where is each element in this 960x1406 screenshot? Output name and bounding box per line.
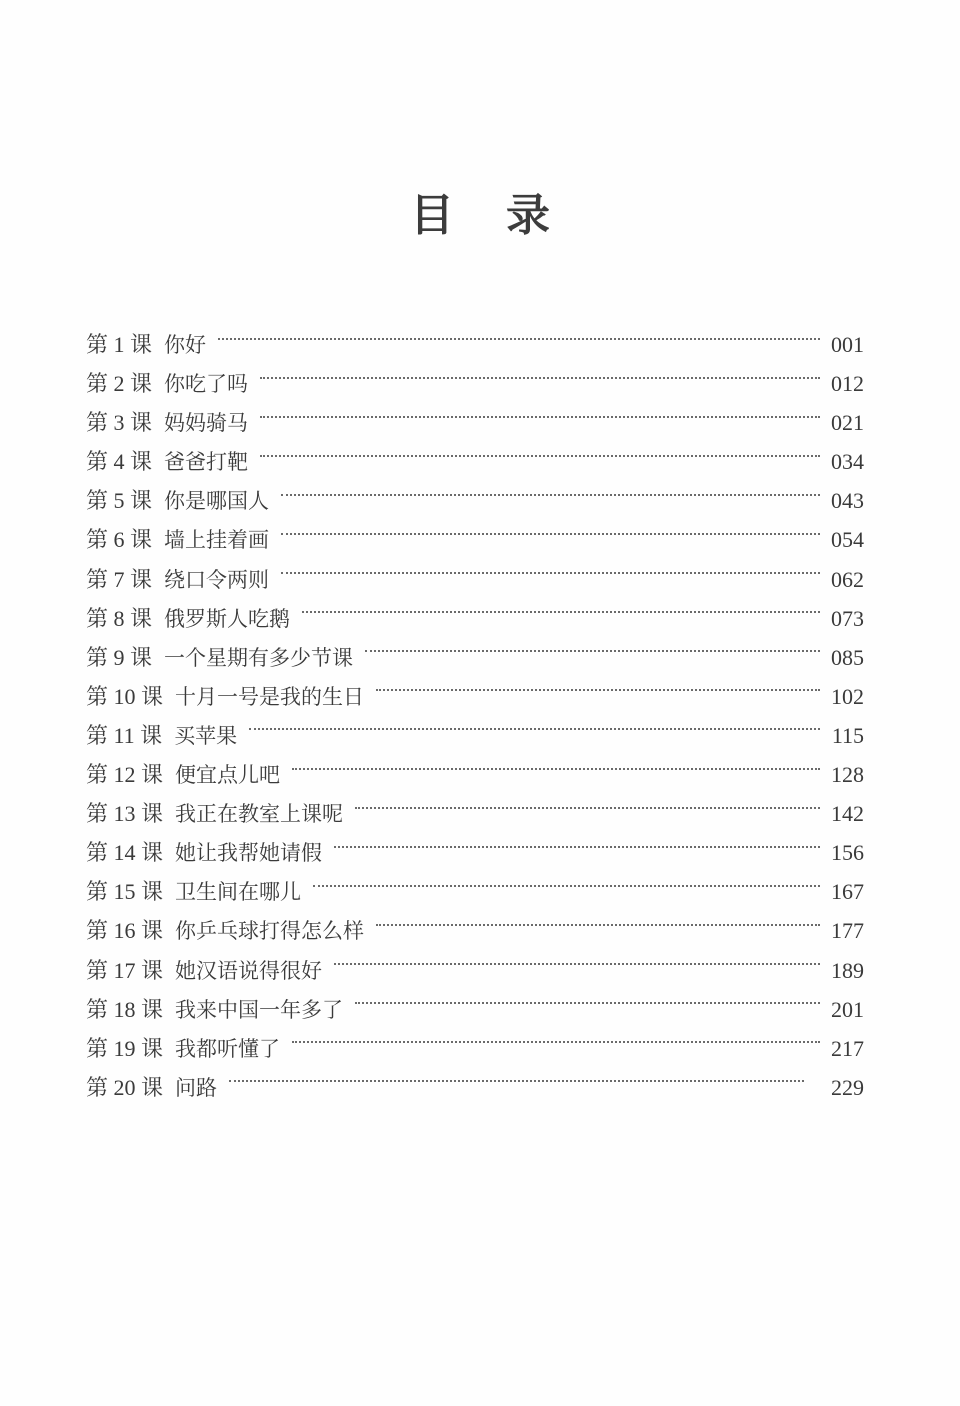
toc-entry[interactable]: [86, 833, 864, 872]
lesson-title: 买苹果: [174, 723, 238, 748]
lesson-title: 我都听懂了: [175, 1036, 281, 1061]
dot-leader: [229, 1080, 804, 1082]
lesson-number: 第 11 课: [86, 722, 163, 748]
dot-leader: [334, 846, 820, 848]
dot-leader: [292, 1041, 820, 1043]
toc-entry[interactable]: [86, 1068, 864, 1107]
lesson-number: 第 10 课: [86, 683, 164, 709]
lesson-number: 第 18 课: [86, 996, 164, 1022]
toc-entry[interactable]: [86, 481, 864, 520]
lesson-title: 她汉语说得很好: [175, 958, 323, 983]
table-of-contents: [86, 325, 864, 1107]
lesson-title: 便宜点儿吧: [175, 763, 281, 788]
toc-entry[interactable]: [86, 755, 864, 794]
toc-entry[interactable]: [86, 677, 864, 716]
page-number: 102: [831, 683, 864, 709]
lesson-number: 第 13 课: [86, 801, 164, 827]
page-number: 189: [831, 957, 864, 983]
lesson-title: 你乒乓球打得怎么样: [175, 919, 365, 944]
title-char: 录: [506, 190, 550, 241]
page-number: 217: [831, 1035, 864, 1061]
lesson-title: 爸爸打靶: [164, 450, 249, 475]
lesson-number: 第 16 课: [86, 918, 164, 944]
dot-leader: [281, 533, 820, 535]
toc-entry[interactable]: [86, 794, 864, 833]
dot-leader: [376, 924, 820, 926]
page-number: 142: [831, 801, 864, 827]
lesson-number: 第 20 课: [86, 1074, 164, 1100]
toc-entry[interactable]: [86, 1029, 864, 1068]
toc-entry[interactable]: [86, 716, 864, 755]
dot-leader: [313, 885, 820, 887]
dot-leader: [376, 689, 820, 691]
toc-entry[interactable]: [86, 560, 864, 599]
lesson-number: 第 8 课: [86, 605, 153, 631]
toc-entry[interactable]: [86, 520, 864, 559]
lesson-title: 你好: [164, 333, 207, 357]
page-title: [0, 188, 960, 244]
dot-leader: [281, 572, 820, 574]
title-char: 目: [410, 190, 454, 241]
lesson-number: 第 3 课: [86, 410, 153, 436]
dot-leader: [260, 377, 820, 379]
dot-leader: [260, 455, 820, 457]
dot-leader: [365, 650, 820, 652]
page-number: 167: [831, 879, 864, 905]
lesson-number: 第 1 课: [86, 332, 153, 357]
toc-entry[interactable]: [86, 638, 864, 677]
page-number: 054: [831, 527, 864, 553]
page-number: 021: [831, 410, 864, 436]
page-number: 034: [831, 449, 864, 475]
page-number: 177: [831, 918, 864, 944]
toc-entry[interactable]: [86, 872, 864, 911]
lesson-number: 第 4 课: [86, 449, 153, 475]
lesson-title: 俄罗斯人吃鹅: [164, 606, 291, 631]
dot-leader: [355, 1002, 820, 1004]
dot-leader: [292, 768, 820, 770]
dot-leader: [218, 338, 820, 340]
toc-entry[interactable]: [86, 951, 864, 990]
dot-leader: [281, 494, 820, 496]
toc-entry[interactable]: [86, 403, 864, 442]
lesson-title: 绕口令两则: [164, 567, 270, 592]
page-number: 201: [831, 996, 864, 1022]
page-number: 156: [831, 840, 864, 866]
lesson-title: 我来中国一年多了: [175, 997, 344, 1022]
lesson-number: 第 6 课: [86, 527, 153, 553]
page-number: 062: [831, 566, 864, 592]
lesson-number: 第 9 课: [86, 644, 153, 670]
lesson-title: 十月一号是我的生日: [175, 684, 365, 709]
lesson-title: 她让我帮她请假: [175, 841, 323, 866]
lesson-number: 第 2 课: [86, 371, 153, 397]
lesson-title: 你吃了吗: [164, 372, 249, 397]
lesson-number: 第 5 课: [86, 488, 153, 514]
lesson-number: 第 15 课: [86, 879, 164, 905]
lesson-title: 你是哪国人: [164, 489, 270, 514]
toc-entry[interactable]: [86, 911, 864, 950]
dot-leader: [302, 611, 820, 613]
toc-entry[interactable]: [86, 325, 864, 364]
dot-leader: [334, 963, 820, 965]
page-number: 115: [831, 722, 864, 748]
page-number: 085: [831, 644, 864, 670]
page-number: 001: [831, 332, 864, 357]
lesson-number: 第 17 课: [86, 957, 164, 983]
toc-entry[interactable]: [86, 990, 864, 1029]
lesson-title: 我正在教室上课呢: [175, 802, 344, 827]
lesson-title: 一个星期有多少节课: [164, 645, 354, 670]
page-number: 073: [831, 605, 864, 631]
lesson-number: 第 12 课: [86, 762, 164, 788]
lesson-title: 卫生间在哪儿: [175, 880, 302, 905]
dot-leader: [355, 807, 820, 809]
lesson-number: 第 7 课: [86, 566, 153, 592]
lesson-number: 第 14 课: [86, 840, 164, 866]
lesson-title: 问路: [175, 1075, 218, 1100]
lesson-number: 第 19 课: [86, 1035, 164, 1061]
page-number: 043: [831, 488, 864, 514]
page-number: 229: [831, 1074, 864, 1100]
dot-leader: [260, 416, 820, 418]
page-number: 012: [831, 371, 864, 397]
lesson-title: 墙上挂着画: [164, 528, 270, 553]
toc-entry[interactable]: [86, 364, 864, 403]
toc-entry[interactable]: [86, 599, 864, 638]
dot-leader: [249, 728, 820, 730]
page-number: 128: [831, 762, 864, 788]
toc-entry[interactable]: [86, 442, 864, 481]
lesson-title: 妈妈骑马: [164, 411, 249, 436]
